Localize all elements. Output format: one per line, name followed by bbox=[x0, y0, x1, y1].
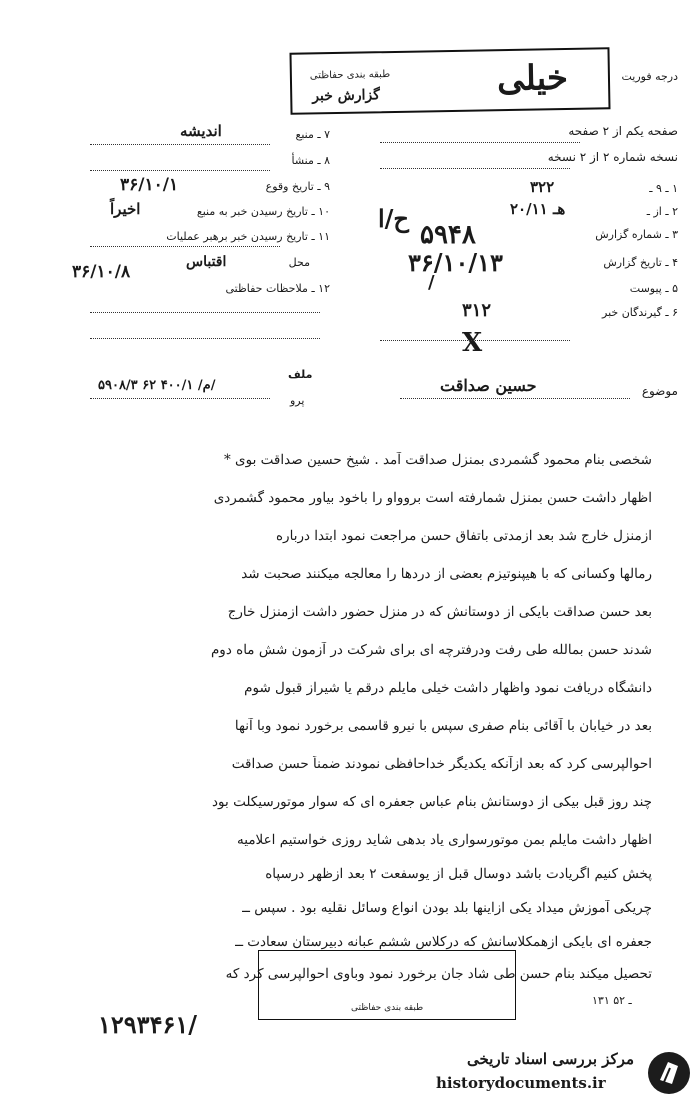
handwritten-number: ۱۲۹۳۴۶۱/ bbox=[98, 1010, 197, 1039]
form-code: ۱۳۱ ـ ۵۲ bbox=[592, 994, 632, 1007]
right-dotted-line bbox=[380, 340, 570, 341]
stamp-top-line: طبقه بندی حفاظتی bbox=[309, 69, 391, 82]
body-line: تحصیل میکند بنام حسن طی شاد جان برخورد نمود وباوی احوالپرسی کرد که bbox=[225, 966, 652, 982]
field-label: ۲ ـ از ـ bbox=[646, 205, 678, 218]
stamp-bottom-line: گزارش خبر bbox=[312, 87, 380, 105]
subject-label: موضوع bbox=[641, 384, 678, 398]
field-label: ۸ ـ منشأ bbox=[291, 154, 330, 167]
left-dotted-line bbox=[90, 246, 280, 247]
body-line: اظهار داشت حسن بمنزل شمارفته است بروواو را باخود بیاور محمود گشمردی bbox=[213, 490, 652, 506]
right-dotted-line bbox=[380, 168, 570, 169]
field-label: محل bbox=[288, 256, 310, 269]
file-number: ۵۹۰۸/۳ م/ ۴۰۰/۱ ۶۲/ bbox=[98, 378, 216, 393]
report-date: ۳۶/۱۰/۱۳ bbox=[408, 248, 503, 277]
file-label-top: ملف bbox=[288, 368, 313, 381]
file-label-bottom: پرو bbox=[290, 394, 305, 407]
field-value: ۳۱۲ bbox=[462, 300, 492, 321]
field-value: / bbox=[428, 272, 435, 293]
body-line: رمالها وکسانی که با هیپنوتیزم بعضی از دردها را معالجه میکنند صحبت شد bbox=[241, 566, 652, 582]
subject-value: حسین صداقت bbox=[440, 376, 537, 395]
body-line: چند روز قبل بیکی از دوستانش بنام عباس جعفره ای که سوار موتورسیکلت بود bbox=[212, 794, 652, 810]
left-dotted-line bbox=[90, 312, 320, 313]
field-value: اندیشه bbox=[180, 122, 222, 140]
file-dotted-line bbox=[90, 398, 270, 399]
field-value: ۲۰/۱۱ هـ bbox=[510, 200, 566, 218]
date-value: ۳۶/۱۰/۸ bbox=[72, 262, 131, 282]
body-line: ازمنزل خارج شد بعد ازمدتی باتفاق حسن مراجعت نمود ابتدا درباره bbox=[275, 528, 652, 544]
archive-logo-icon bbox=[648, 1052, 690, 1094]
report-number: ۵۹۴۸ bbox=[420, 220, 476, 250]
field-label: ۷ ـ منبع bbox=[295, 128, 330, 141]
page-info: صفحه یکم از ۲ صفحه bbox=[568, 124, 678, 138]
watermark-url: historydocuments.ir bbox=[436, 1074, 606, 1092]
body-line: بعد در خیابان با آقائی بنام صفری سپس با نیرو قاسمی برخورد نمود وبا آنها bbox=[234, 718, 652, 734]
cross-mark: X bbox=[462, 328, 483, 358]
archive-logo-svg bbox=[648, 1052, 690, 1094]
left-dotted-line bbox=[90, 170, 270, 171]
body-line: جعفره ای بایکی ازهمکلاسانش که درکلاس ششم عبانه دبیرستان سعادت ــ bbox=[235, 934, 652, 950]
left-dotted-line bbox=[90, 144, 270, 145]
field-label: ۱ ـ ۹ ـ bbox=[649, 182, 678, 195]
body-line: شدند حسن بمالله طی رفت ودرفترچه ای برای شرکت در آزمون شش ماه دوم bbox=[210, 642, 652, 658]
field-label: ۵ ـ پیوست bbox=[629, 282, 678, 295]
field-label: ۳ ـ شماره گزارش bbox=[595, 228, 678, 241]
classification-stamp-header bbox=[289, 47, 610, 115]
field-value: ۳۶/۱۰/۱ bbox=[120, 175, 179, 195]
priority-value: خیلی bbox=[496, 57, 569, 100]
right-dotted-line bbox=[380, 142, 580, 143]
field-label: ۹ ـ تاریخ وقوع bbox=[265, 180, 330, 193]
footer-stamp-label: طبقه بندی حفاظتی bbox=[351, 1003, 424, 1013]
field-label: ۴ ـ تاریخ گزارش bbox=[603, 256, 678, 269]
body-line: شخصی بنام محمود گشمردی بمنزل صداقت آمد . شیخ حسین صداقت بوی * bbox=[224, 452, 652, 468]
watermark-title: مرکز بررسی اسناد تاریخی bbox=[466, 1050, 634, 1068]
field-value: اقتباس bbox=[186, 254, 227, 270]
field-value: اخیراً bbox=[110, 200, 141, 218]
body-line: بعد حسن صداقت بایکی از دوستانش که در منزل حضور داشت ازمنزل خارج bbox=[227, 604, 652, 620]
left-dotted-line bbox=[90, 338, 320, 339]
field-label: ۶ ـ گیرندگان خبر bbox=[602, 306, 678, 319]
field-label: ۱۱ ـ تاریخ رسیدن خبر برهبر عملیات bbox=[166, 230, 330, 243]
copy-info: نسخه شماره ۲ از ۲ نسخه bbox=[547, 150, 678, 164]
body-line: احوالپرسی کرد که بعد ازآنکه یکدیگر خداحافظی نمودند ضمناً حسن صداقت bbox=[231, 756, 652, 772]
body-line: دانشگاه دریافت نمود واظهار داشت خیلی مایلم درقم یا شیراز قبول شوم bbox=[244, 680, 652, 696]
field-label: ۱۰ ـ تاریخ رسیدن خبر به منبع bbox=[196, 205, 330, 218]
handwritten-mark: ح/ا bbox=[378, 204, 409, 233]
field-label: ۱۲ ـ ملاحظات حفاظتی bbox=[225, 282, 330, 295]
priority-label: درجه فوریت bbox=[621, 70, 678, 83]
body-line: پخش کنیم اگریادت باشد دوسال قبل از یوسفعت ۲ بعد ازظهر درسپاه bbox=[265, 866, 652, 882]
subject-dotted-line bbox=[400, 398, 630, 399]
body-line: اظهار داشت مایلم بمن موتورسواری یاد بدهی شاید روزی خواستیم اعلامیه bbox=[237, 832, 652, 848]
classification-stamp-footer bbox=[258, 950, 516, 1020]
body-line: چریکی آموزش میداد یکی ازاینها بلد بودن انواع وسائل نقلیه بود . سپس ــ bbox=[242, 900, 652, 916]
field-value: ۳۲۲ bbox=[530, 178, 555, 196]
